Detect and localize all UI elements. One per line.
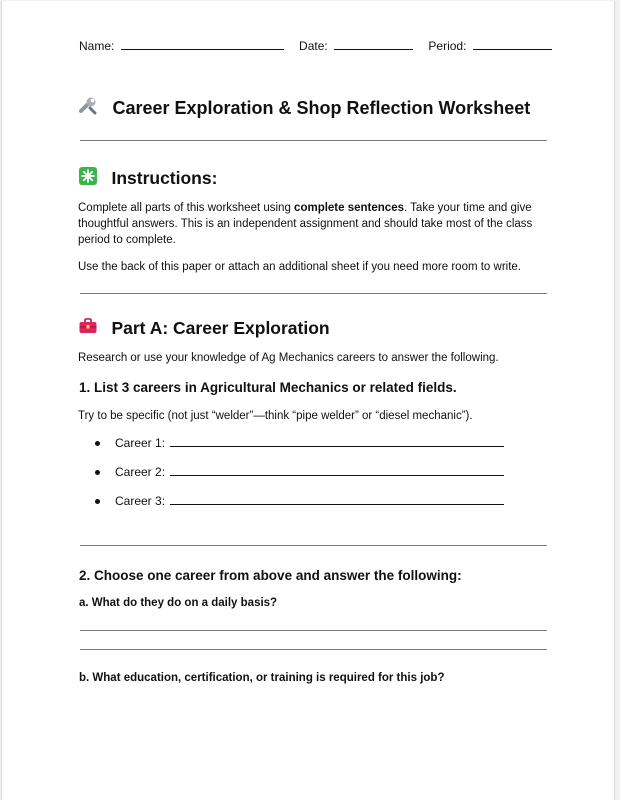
list-item	[115, 436, 504, 450]
part-a-intro: Research or use your knowledge of Ag Mechanics careers to answer the following.	[78, 352, 499, 364]
bullet	[95, 441, 100, 446]
bullet	[95, 499, 100, 504]
name-blank[interactable]	[121, 39, 284, 50]
question-1-hint: Try to be specific (not just “welder”—think “pipe welder” or “diesel mechanic”).	[78, 410, 473, 422]
part-a-heading-row	[79, 318, 330, 339]
instructions-heading-row	[79, 167, 217, 190]
instructions-paragraph	[78, 200, 548, 248]
career-2-blank[interactable]	[170, 465, 504, 476]
instructions-heading: Instructions:	[111, 168, 218, 188]
answer-line-2a-2[interactable]	[80, 649, 547, 650]
sparkle-icon	[79, 167, 97, 190]
instructions-note: Use the back of this paper or attach an additional sheet if you need more room to write.	[78, 261, 521, 273]
divider	[80, 293, 547, 294]
wrench-icon	[78, 97, 98, 120]
period-blank[interactable]	[473, 39, 552, 50]
question-2-title: 2. Choose one career from above and answer the following:	[79, 568, 462, 583]
question-2b-label: b. What education, certification, or training is required for this job?	[79, 672, 445, 684]
page-title-row	[78, 97, 530, 120]
toolbox-icon	[79, 318, 97, 339]
date-label: Date:	[299, 39, 328, 53]
question-2a-label: a. What do they do on a daily basis?	[79, 597, 278, 609]
answer-line-2a-1[interactable]	[80, 630, 547, 631]
career-2-label: Career 2:	[115, 465, 166, 479]
instructions-text-1: Complete all parts of this worksheet using	[78, 202, 295, 214]
worksheet-page	[1, 1, 615, 800]
header-row	[79, 39, 552, 53]
career-1-blank[interactable]	[170, 436, 504, 447]
career-3-blank[interactable]	[170, 494, 504, 505]
date-blank[interactable]	[334, 39, 413, 50]
page-title: Career Exploration & Shop Reflection Worksheet	[112, 98, 531, 118]
part-a-heading: Part A: Career Exploration	[111, 318, 330, 338]
instructions-text-2: . Take your time and give thoughtful answers. This is an independent assignment and should take most of the class period to complete.	[78, 202, 533, 246]
bullet	[95, 470, 100, 475]
list-item	[115, 494, 504, 508]
period-label: Period:	[428, 39, 467, 53]
instructions-bold-text: complete sentences	[294, 202, 404, 214]
divider	[80, 545, 547, 546]
divider	[80, 140, 547, 141]
name-label: Name:	[79, 39, 115, 53]
list-item	[115, 465, 504, 479]
question-1-title: 1. List 3 careers in Agricultural Mechanics or related fields.	[79, 380, 457, 395]
career-3-label: Career 3:	[115, 494, 166, 508]
career-1-label: Career 1:	[115, 436, 166, 450]
